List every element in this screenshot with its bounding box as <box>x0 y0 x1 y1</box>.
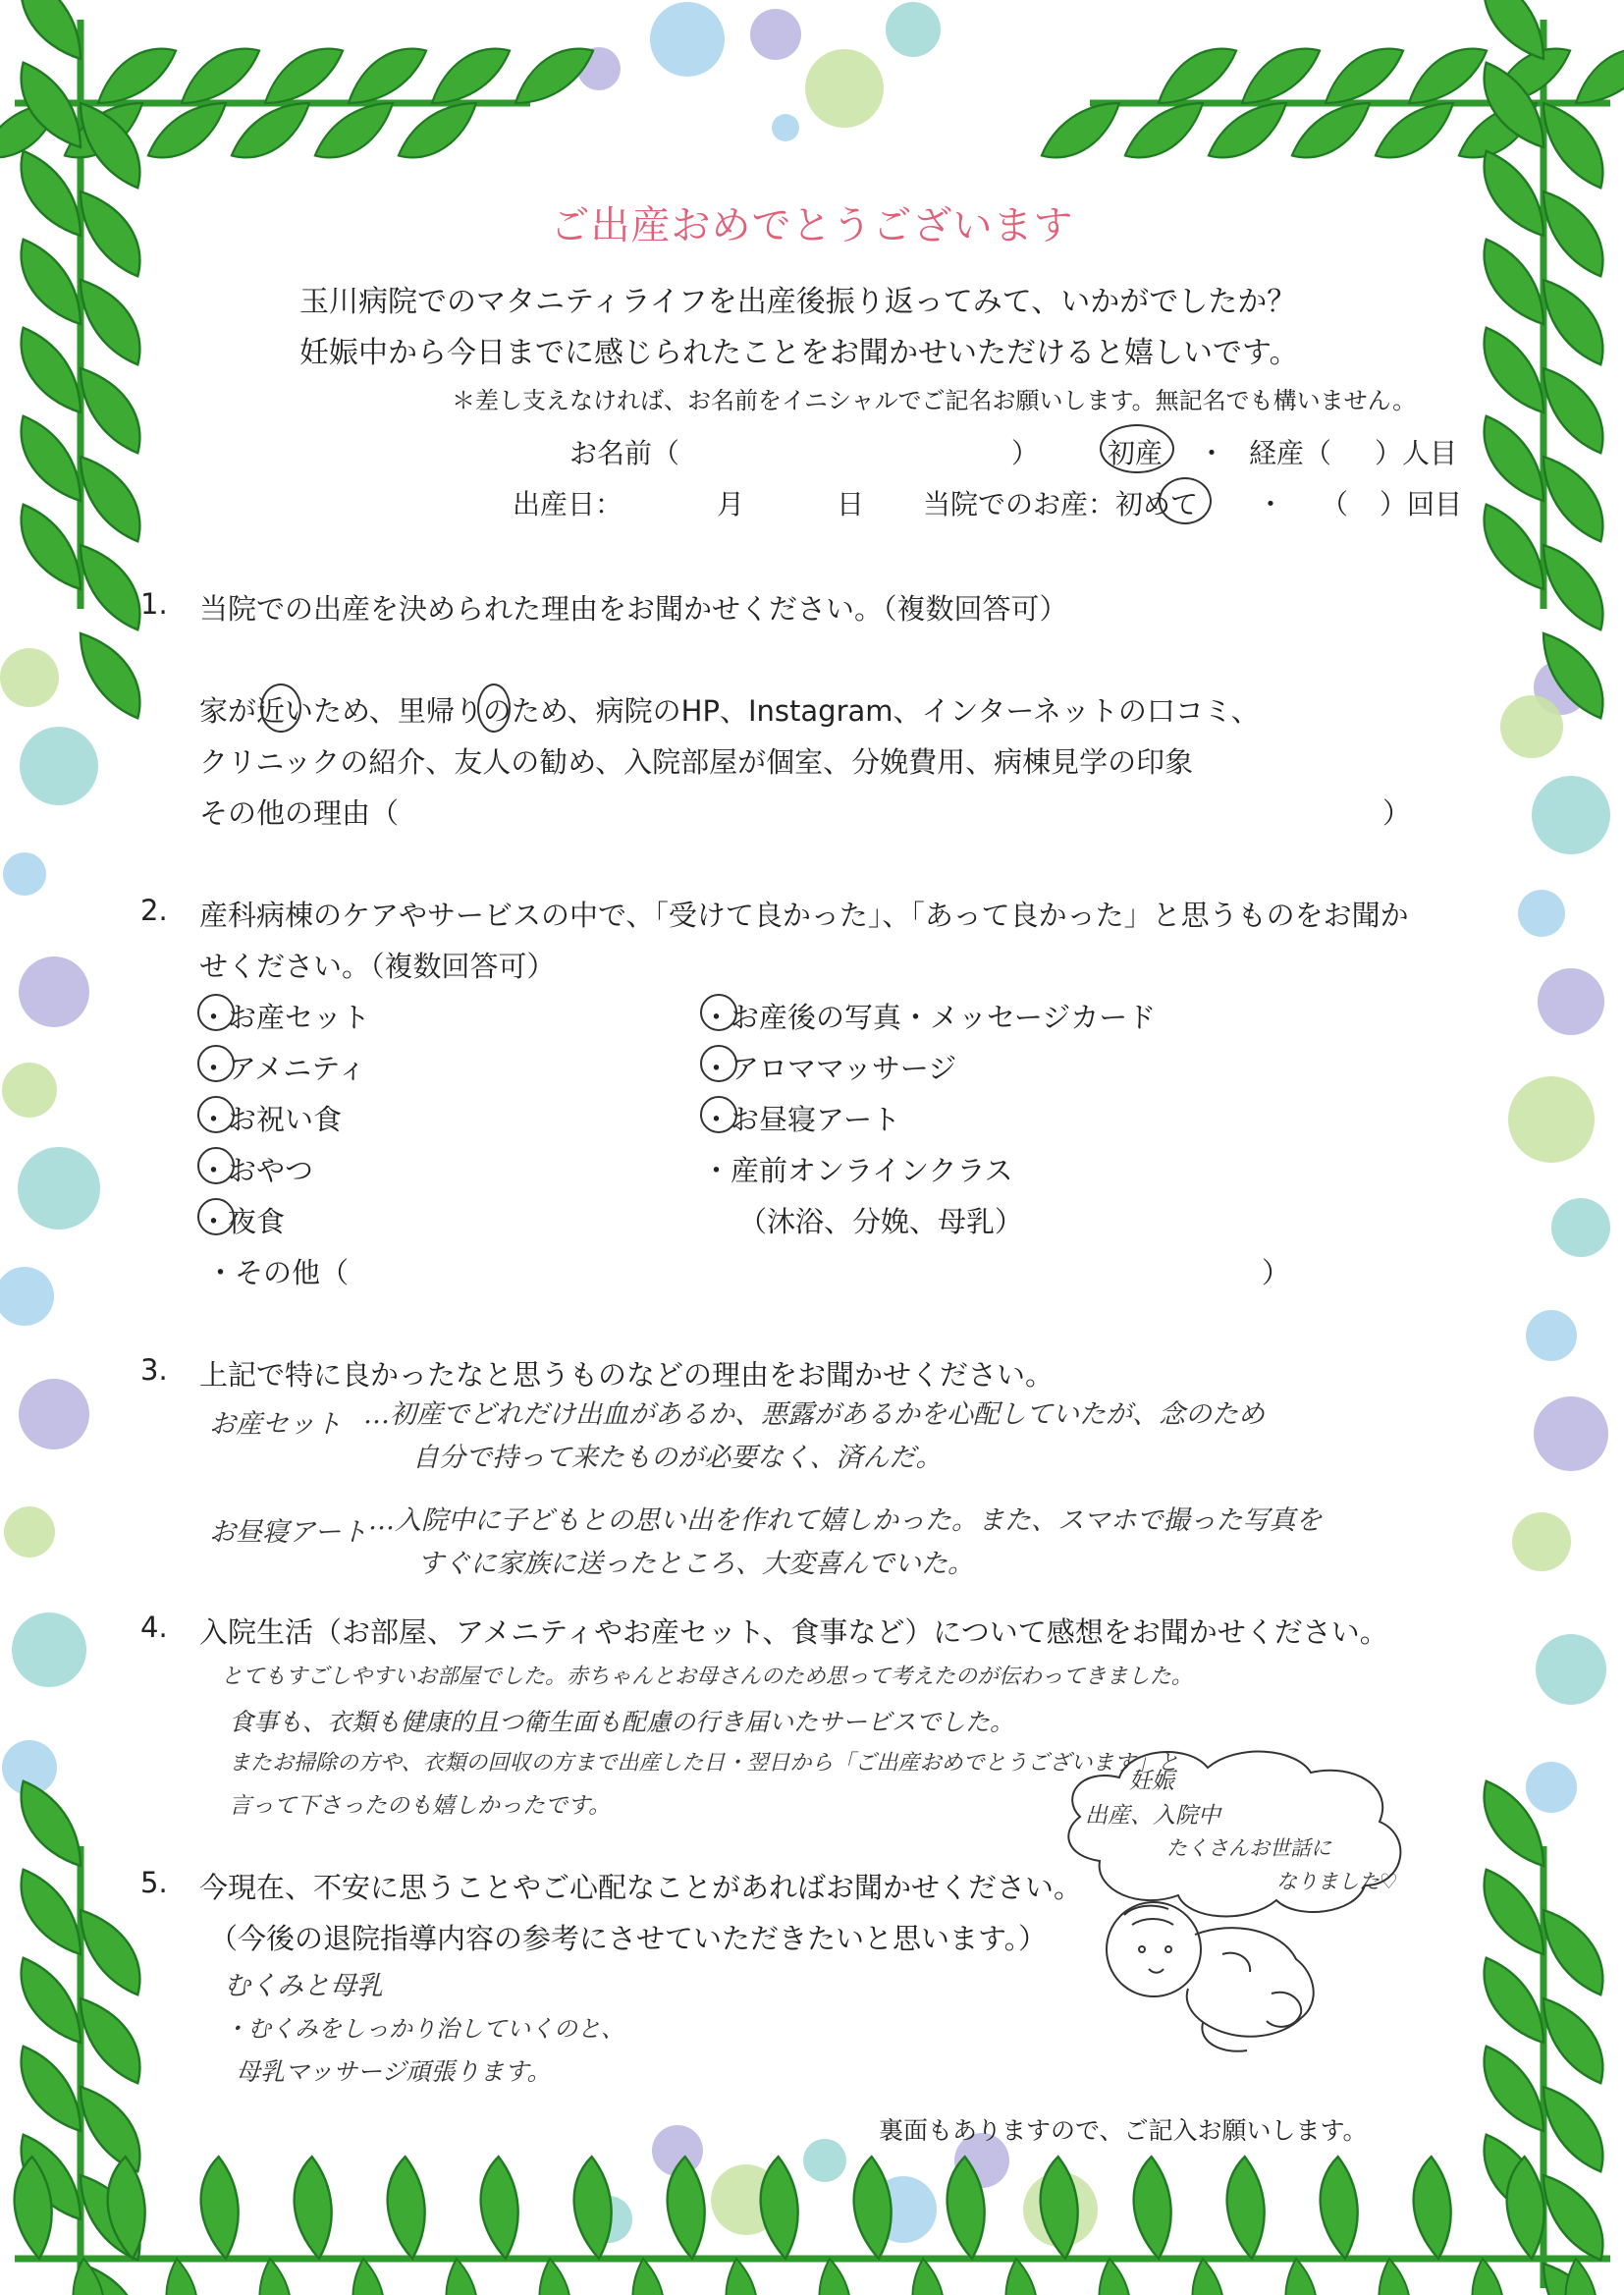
q3-answer2-label: お昼寝アート <box>209 1517 368 1548</box>
baby-sketch-icon <box>1085 1895 1340 2062</box>
q2-option-celebration-meal[interactable]: ・お祝い食 <box>199 1103 343 1136</box>
dot-icon <box>886 2 941 57</box>
intro-line-2: 妊娠中から今日までに感じられたことをお聞かせいただけると嬉しいです。 <box>299 336 1299 370</box>
dot-icon <box>1500 695 1563 758</box>
q2-option-aroma-massage[interactable]: ・アロママッサージ <box>702 1052 957 1085</box>
leaf-icon <box>423 2258 496 2295</box>
q4-number: 4. <box>140 1611 168 1644</box>
dot-icon <box>19 1379 89 1449</box>
leaf-icon <box>58 631 162 719</box>
q1-return-home-circle-mark <box>477 683 511 733</box>
q2-snack-check-mark <box>197 1147 235 1184</box>
dot-icon <box>1536 1634 1606 1705</box>
dot-icon <box>1526 1310 1577 1361</box>
q2-amenity-check-mark <box>197 1045 235 1082</box>
q1-question: 当院での出産を決められた理由をお聞かせください。（複数回答可） <box>199 592 1068 626</box>
leaf-icon <box>1390 2157 1478 2261</box>
leaf-icon <box>890 2258 962 2295</box>
leaf-icon <box>983 2258 1056 2295</box>
dot-icon <box>1538 968 1604 1035</box>
name-close: ） <box>1011 437 1040 469</box>
q2-option-snack[interactable]: ・おやつ <box>199 1154 314 1187</box>
bubble-line-1: 妊娠 <box>1129 1769 1174 1794</box>
page-title: ご出産おめでとうございます <box>550 203 1074 248</box>
dot-icon <box>1551 1198 1610 1257</box>
dot-icon <box>1508 1076 1595 1163</box>
dot-icon <box>750 9 801 60</box>
leaf-icon <box>1297 2157 1384 2261</box>
q3-number: 3. <box>140 1353 168 1387</box>
q2-night-meal-check-mark <box>197 1198 235 1235</box>
q2-option-night-meal[interactable]: ・夜食 <box>199 1205 286 1238</box>
q2-option-photo-card[interactable]: ・お産後の写真・メッセージカード <box>702 1001 1157 1034</box>
leaf-icon <box>1076 2258 1149 2295</box>
leaf-icon <box>1574 29 1624 125</box>
birth-date-label: 出産日： <box>513 488 623 520</box>
q5-question: 今現在、不安に思うことやご心配なことがあればお聞かせください。 <box>199 1871 1083 1904</box>
birth-sep: ・ <box>1198 437 1226 469</box>
q4-answer-line-3: またお掃除の方や、衣類の回収の方まで出産した日・翌日から「ご出産おめでとうございます」と <box>229 1751 1179 1776</box>
q2-option-amenity[interactable]: ・アメニティ <box>199 1052 366 1085</box>
q2-other-label: ・その他（ <box>206 1256 350 1289</box>
leaf-icon <box>237 2258 309 2295</box>
dot-icon <box>20 727 98 805</box>
q5-subtext: （今後の退院指導内容の参考にさせていただきたいと思います。） <box>209 1922 1048 1955</box>
q4-answer-line-1: とてもすごしやすいお部屋でした。赤ちゃんとお母さんのため思って考えたのが伝わってきました。 <box>221 1665 1193 1689</box>
q1-near-home-circle-mark <box>260 683 301 733</box>
leaf-icon <box>271 2157 358 2261</box>
dot-icon <box>803 2139 846 2182</box>
leaf-icon <box>0 1780 103 1868</box>
leaf-icon <box>178 2157 265 2261</box>
q3-answer1-line-2: 自分で持って来たものが必要なく、済んだ。 <box>412 1443 943 1473</box>
dot-icon <box>650 2 725 77</box>
dot-icon <box>3 852 46 896</box>
dot-icon <box>1512 1512 1571 1571</box>
intro-line-1: 玉川病院でのマタニティライフを出産後振り返ってみて、いかがでしたか？ <box>299 285 1297 319</box>
q2-photo-card-check-mark <box>700 994 737 1031</box>
dot-icon <box>805 49 884 128</box>
bubble-line-3: たくさんお世話に <box>1166 1836 1331 1860</box>
q3-answer2-line-2: すぐに家族に送ったところ、大変喜んでいた。 <box>417 1549 974 1579</box>
footer-note: 裏面もありますので、ご記入お願いします。 <box>879 2116 1368 2145</box>
q5-answer-line-3: 母乳マッサージ頑張ります。 <box>236 2057 552 2086</box>
q1-other-label: その他の理由（ <box>199 796 400 830</box>
leaf-icon <box>796 2258 869 2295</box>
dot-icon <box>1518 890 1565 937</box>
initials-note: ＊差し支えなければ、お名前をイニシャルでご記名お願いします。無記名でも構いません。 <box>452 387 1417 414</box>
q5-number: 5. <box>140 1866 168 1899</box>
leaf-icon <box>458 2157 545 2261</box>
bubble-line-4: なりました♡ <box>1276 1870 1398 1893</box>
leaf-icon <box>364 2157 452 2261</box>
q1-options-line-1: 家が近いため、里帰りのため、病院のHP、Instagram、インターネットの口コミ、 <box>199 694 1260 728</box>
dot-icon <box>12 1612 86 1687</box>
dot-icon <box>1532 776 1610 854</box>
hospital-count-unit: ）回目 <box>1380 488 1463 520</box>
q2-option-osan-set[interactable]: ・お産セット <box>199 1001 371 1034</box>
name-label: お名前（ <box>569 437 680 469</box>
hospital-paren: （ <box>1321 488 1349 520</box>
dot-icon <box>0 1267 54 1326</box>
q2-option-nap-art[interactable]: ・お昼寝アート <box>702 1103 901 1136</box>
q2-question-line-1: 産科病棟のケアやサービスの中で、「受けて良かった」、「あって良かった」と思うものをお聞か <box>199 899 1409 932</box>
birth-first-option[interactable]: 初産 <box>1108 437 1164 469</box>
q2-other-close: ） <box>1262 1256 1291 1289</box>
q2-question-line-2: せください。（複数回答可） <box>199 950 556 983</box>
q2-number: 2. <box>140 894 168 927</box>
q1-options-line-2: クリニックの紹介、友人の勧め、入院部屋が個室、分娩費用、病棟見学の印象 <box>199 745 1194 779</box>
birth-multi-option[interactable]: 経産（ <box>1249 437 1332 469</box>
q2-online-class-subjects: （沐浴、分娩、母乳） <box>738 1205 1024 1238</box>
q3-question: 上記で特に良かったなと思うものなどの理由をお聞かせください。 <box>199 1358 1055 1392</box>
dot-icon <box>19 956 89 1027</box>
q1-number: 1. <box>140 587 168 621</box>
q3-answer2-line-1: …入院中に子どもとの思い出を作れて嬉しかった。また、スマホで撮った写真を <box>368 1505 1323 1536</box>
leaf-icon <box>143 2258 216 2295</box>
dot-icon <box>1534 1396 1608 1471</box>
leaf-icon <box>1356 2258 1429 2295</box>
q2-nap-art-check-mark <box>700 1096 737 1133</box>
q2-aroma-massage-check-mark <box>700 1045 737 1082</box>
leaf-icon <box>1263 2258 1335 2295</box>
q3-answer1-label: お産セット <box>209 1409 342 1440</box>
q2-osan-set-check-mark <box>197 994 235 1031</box>
bubble-line-2: 出産、入院中 <box>1085 1803 1220 1829</box>
q4-answer-line-4: 言って下さったのも嬉しかったです。 <box>229 1793 612 1819</box>
birth-count-unit: ）人目 <box>1375 437 1458 469</box>
q4-answer-line-2: 食事も、衣類も健康的且つ衛生面も配慮の行き届いたサービスでした。 <box>229 1708 1015 1736</box>
leaf-icon <box>1204 2157 1291 2261</box>
leaf-icon <box>610 2258 682 2295</box>
hospital-sep: ・ <box>1257 488 1285 520</box>
dot-icon <box>0 648 59 707</box>
dot-icon <box>2 1063 57 1118</box>
q2-celebration-meal-check-mark <box>197 1096 235 1133</box>
dot-icon <box>1526 1762 1577 1813</box>
leaf-icon <box>0 0 103 61</box>
q2-option-online-class[interactable]: ・産前オンラインクラス <box>702 1154 1013 1187</box>
birth-month-label: 月 <box>717 488 745 520</box>
dot-icon <box>4 1506 55 1557</box>
q3-answer1-line-1: …初産でどれだけ出血があるか、悪露があるかを心配していたが、念のため <box>363 1399 1265 1430</box>
hospital-first-circle-mark <box>1159 477 1212 524</box>
q4-question: 入院生活（お部屋、アメニティやお産セット、食事など）について感想をお聞かせください。 <box>199 1615 1388 1649</box>
hospital-birth-label[interactable]: 当院でのお産：初めて <box>923 488 1199 520</box>
birth-day-label: 日 <box>837 488 865 520</box>
leaf-icon <box>516 2258 589 2295</box>
leaf-icon <box>1110 2157 1198 2261</box>
dot-icon <box>772 114 799 141</box>
leaf-icon <box>1169 2258 1242 2295</box>
dot-icon <box>18 1147 100 1229</box>
leaf-icon <box>330 2258 403 2295</box>
leaf-icon <box>1041 82 1121 178</box>
leaf-icon <box>703 2258 776 2295</box>
birth-first-circle-mark <box>1100 424 1174 473</box>
leaf-icon <box>1449 2258 1522 2295</box>
q1-other-close: ） <box>1382 796 1412 830</box>
q5-answer-line-2: ・むくみをしっかり治していくのと、 <box>224 2015 624 2043</box>
q5-answer-line-1: むくみと母乳 <box>224 1971 383 2001</box>
